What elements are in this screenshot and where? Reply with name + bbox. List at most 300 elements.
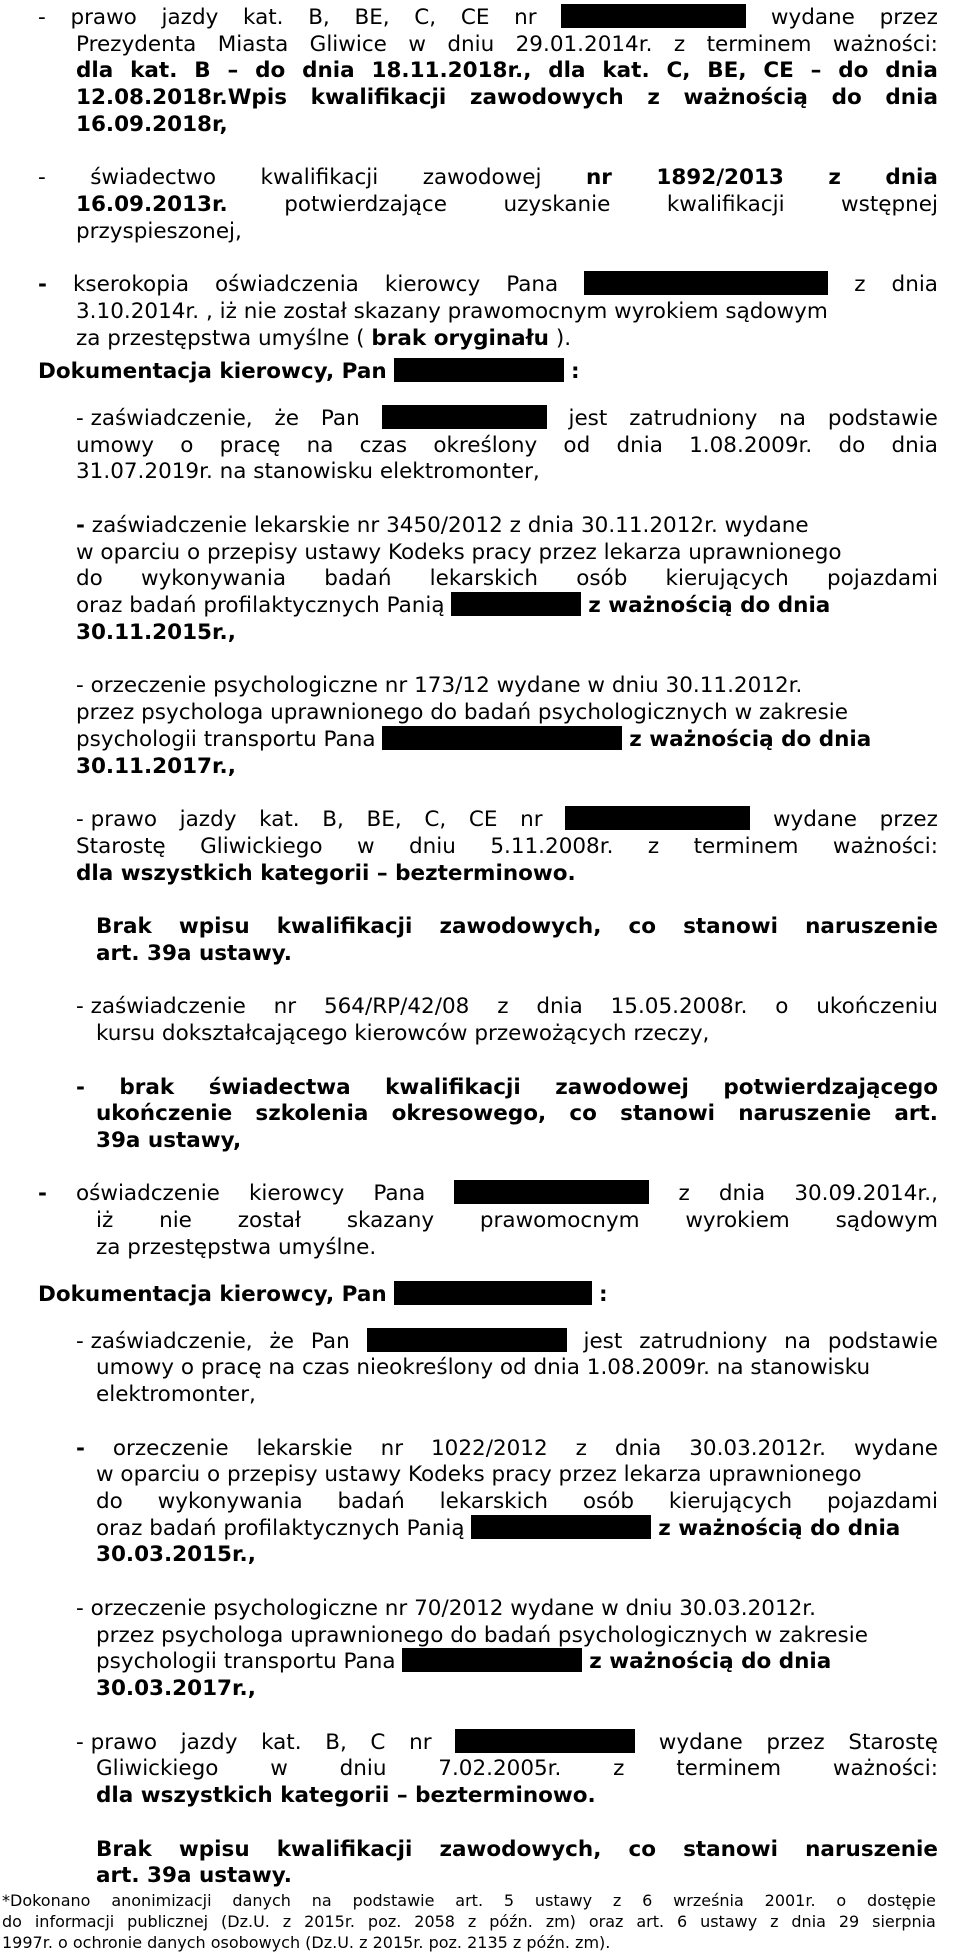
footnote-word: 2015r. [304,1912,356,1931]
footnote-word: o [836,1891,847,1910]
text-run: do [838,432,866,458]
text-run: szkolenia [255,1101,369,1127]
text-run: na [784,1328,811,1354]
text-line [38,1180,938,1208]
text-run: - orzeczenie psychologiczne nr 173/12 wydane w dniu 30.11.2012r. [76,673,803,699]
text-run: 30.03.2017r., [96,1676,256,1702]
text-line [76,57,938,85]
text-run: przez [879,4,938,30]
text-run: dnia [891,432,938,458]
text-run: - prawo [76,1729,157,1755]
text-run: naruszenie [805,914,938,940]
text-run: 39a ustawy, [96,1127,242,1153]
text-run: - zaświadczenie, [76,1328,253,1354]
text-run: B [194,58,211,84]
footnote-word: dostępie [867,1891,936,1910]
footnote-word: dnia [791,1912,826,1931]
text-run: lekarskie [256,1435,353,1461]
text-run: 564/RP/42/08 [323,994,470,1020]
footnote-word: art. [455,1891,484,1910]
footnote-line [2,1890,936,1911]
text-run: ukończeniu [816,994,938,1020]
text-run: dnia [616,432,663,458]
text-run: że [274,406,300,431]
text-run: dnia [885,165,938,191]
text-run: 30.09.2014r., [794,1181,938,1207]
text-run: w [408,31,426,57]
text-run: dniu [409,833,456,859]
text-run: podstawie [827,406,938,431]
footnote-word: ustawy [534,1891,593,1910]
text-run: do [76,566,103,592]
text-run: Gliwickiego [96,1756,219,1782]
text-run: Pan [310,1328,350,1354]
text-line [38,358,580,386]
text-run: dnia [885,58,938,84]
text-run: nr [380,1435,404,1461]
text-run: jazdy [161,4,219,30]
text-run: prawo [70,4,137,30]
text-run: z ważnością do dnia [658,1515,901,1541]
text-run: 16.09.2013r. [76,192,228,218]
text-run: Starostę [76,833,166,859]
text-run: : [598,1281,608,1307]
text-line [96,1675,256,1703]
text-run: B, [322,807,344,833]
text-run: zawodowych [469,85,624,111]
text-run: zawodowej [555,1074,689,1100]
text-line [38,164,938,192]
text-run: umowy o pracę na czas nieokreślony od dnia 1.08.2009r. na stanowisku [96,1355,871,1381]
text-line [96,1862,292,1890]
text-run: prawomocnym [479,1208,640,1234]
text-run: że [269,1328,295,1354]
footnote-word: publicznej [127,1912,209,1931]
text-line [76,1435,938,1463]
text-run: CE [468,807,498,833]
footnote-word: informacji [34,1912,115,1931]
footnote-word: z [770,1912,779,1931]
footnote-word: ustawy [700,1912,758,1931]
footnote-word: 2058 [414,1912,455,1931]
redaction-bar [367,1328,567,1352]
text-run: - prawo [76,807,157,833]
text-run: potwierdzającego [723,1074,938,1100]
text-line [76,806,938,834]
text-run: na [779,406,806,431]
text-run: jazdy [179,807,237,833]
text-run: kierujących [665,566,789,592]
text-run: C [370,1729,386,1755]
text-run: nie [159,1208,192,1234]
text-run: z [497,994,509,1020]
text-line [38,1281,608,1309]
text-run: naruszenie [738,1101,872,1127]
text-run: kat. [602,58,650,84]
text-line [76,1595,816,1623]
text-line [76,672,802,700]
text-run: CE [460,4,490,30]
text-run: 7.02.2005r. [438,1756,562,1782]
footnote-word: z [467,1912,477,1931]
text-run: naruszenie [805,1836,938,1862]
footnote-word: z [282,1912,292,1931]
text-run: stanowi [683,1836,778,1862]
text-run: wydane [658,1729,743,1755]
text-run: kursu dokształcającego kierowców przewożących rzeczy, [96,1021,710,1047]
redaction-bar [451,592,581,616]
text-run: 30.03.2015r., [96,1542,256,1568]
text-run: w oparciu o przepisy ustawy Kodeks pracy przez lekarza uprawnionego [76,539,842,565]
redaction-bar [471,1515,651,1539]
text-run: kat. [243,4,284,30]
text-run: dnia [718,1181,766,1207]
text-line [76,619,236,647]
text-run: podstawie [827,1328,938,1354]
text-run: : [570,359,580,385]
footnote-word: 2001r. [764,1891,816,1910]
footnote-word: sierpnia [872,1912,936,1931]
footnote-word: 6 [642,1891,653,1910]
text-run: w [356,833,375,859]
text-run: 30.11.2015r., [76,619,236,645]
text-line [96,1234,376,1262]
text-run: - [38,272,47,298]
text-line [76,111,228,139]
text-line [96,1354,870,1382]
text-run: dnia [891,272,938,298]
text-run: CE [763,58,794,84]
text-run: nr [273,994,297,1020]
text-line [76,565,938,593]
text-run: Dokumentacja kierowcy, Pan [38,359,395,385]
text-run: umowy [76,432,155,458]
text-run: Dokumentacja kierowcy, Pan [38,1281,395,1307]
text-run: brak oryginału [371,325,549,351]
text-run: z [678,1181,690,1207]
text-run: lekarskich [439,1488,549,1514]
text-run: ukończenie [96,1101,233,1127]
text-run: wykonywania [140,566,287,592]
text-run: psychologii transportu Pana [76,726,376,752]
redaction-bar [394,358,564,382]
redaction-bar [454,1180,649,1204]
text-line [96,1127,241,1155]
text-run: C, [666,58,691,84]
text-run: - [38,4,46,30]
text-run: - zaświadczenie [76,994,246,1020]
text-run: wykonywania [157,1488,303,1514]
text-run: zawodowych, [439,914,602,940]
footnote-word: (Dz.U. [221,1912,270,1931]
text-run: stanowi [620,1101,716,1127]
footnote-word: anonimizacji [111,1891,212,1910]
footnote-word: *Dokonano [2,1891,91,1910]
text-run: uzyskanie [503,192,611,218]
text-run: kwalifikacji [310,85,447,111]
text-run: świadectwo [90,165,217,191]
text-run: z [613,1756,625,1782]
text-run: co [628,914,656,940]
text-run: - [38,1181,47,1207]
text-run: - [76,1435,85,1461]
text-run: w [270,1756,288,1782]
text-line [96,1488,938,1516]
redaction-bar [382,726,622,750]
text-run: skazany [346,1208,435,1234]
text-run: 12.08.2018r.Wpis [76,85,287,111]
text-run: dnia [614,1435,662,1461]
text-run: pojazdami [827,1488,938,1514]
text-line [76,298,828,326]
text-run: - [76,512,85,538]
text-line [96,1461,862,1489]
text-run: oraz badań profilaktycznych Panią [76,593,445,619]
text-run: 1.08.2009r. [689,432,813,458]
text-line [76,860,576,888]
text-run: kwalifikacji [260,165,379,191]
footnote-word: z [612,1891,622,1910]
text-line [76,432,938,460]
text-run: kierujących [668,1488,793,1514]
text-run: zatrudniony [629,406,758,431]
footnote-word: 29 [838,1912,860,1931]
text-run: ważności: [832,31,938,57]
text-run: kat. [130,58,178,84]
text-run: oraz badań profilaktycznych Panią [96,1515,465,1541]
text-run: kwalifikacji [276,1836,413,1862]
footnote-word: września [673,1891,744,1910]
text-run: wydane [770,4,855,30]
redaction-bar [455,1729,635,1753]
text-run: zawodowej [422,165,542,191]
text-run: na [306,432,334,458]
text-run: z [673,31,686,57]
footnote-word: oraz [588,1912,624,1931]
footnote-word: art. [636,1912,665,1931]
footnote-word: zm) [545,1912,576,1931]
text-run: z [647,85,660,111]
text-run: dla [76,58,114,84]
text-run: z [647,833,660,859]
text-run: badań [324,566,392,592]
text-run: 30.11.2017r., [76,753,236,779]
redaction-bar [382,405,547,429]
text-run: w oparciu o przepisy ustawy Kodeks pracy przez lekarza uprawnionego [96,1462,862,1488]
text-run: 15.05.2008r. [610,994,748,1020]
text-run: okresowego, [391,1101,547,1127]
footnote-line [2,1911,936,1932]
text-run: o [180,432,194,458]
text-run: 31.07.2019r. na stanowisku elektromonter, [76,459,540,485]
text-run: Pan [320,406,360,431]
text-line [96,913,938,941]
footnote-word: danych [232,1891,291,1910]
text-run: nr [409,1729,432,1755]
text-run: - [76,1074,85,1100]
text-run: został [237,1208,302,1234]
text-run: 29.01.2014r. [515,31,653,57]
text-run: B, [325,1729,347,1755]
text-line [76,833,938,861]
text-line [76,31,938,59]
text-run: Miasta [217,31,289,57]
text-run: - [38,165,46,191]
text-run: oświadczenia [215,272,359,298]
text-line [96,1541,256,1569]
text-line [76,1074,938,1102]
footnote-line [2,1932,610,1953]
text-run: 18.11.2018r., [371,58,532,84]
text-run: Pana [373,1181,426,1207]
text-run: wydane [853,1435,938,1461]
redaction-bar [584,271,828,295]
text-run: kat. [259,807,300,833]
text-run: Gliwickiego [200,833,323,859]
text-run: do [255,58,286,84]
text-run: BE, [354,4,390,30]
text-run: wpisu [178,914,250,940]
footnote-word: podstawie [352,1891,435,1910]
text-run: art. [894,1101,938,1127]
text-run: do [838,58,869,84]
text-run: dniu [339,1756,387,1782]
footnote-word: poz. [367,1912,402,1931]
text-run: przez psychologa uprawnionego do badań psychologicznych w zakresie [76,700,848,726]
text-run: co [628,1836,656,1862]
text-run: elektromonter, [96,1382,256,1408]
text-line [96,1622,868,1650]
text-line [76,699,848,727]
text-run: z ważnością do dnia [588,593,831,619]
text-run: dla wszystkich kategorii – bezterminowo. [76,860,576,886]
footnote-word: do [2,1912,22,1931]
text-run: Starostę [848,1729,938,1755]
text-run: pojazdami [826,566,938,592]
text-line [38,4,938,32]
text-run: ważności: [832,1756,938,1782]
text-run: zatrudniony [639,1328,768,1354]
text-run: o [775,994,789,1020]
text-line [96,940,292,968]
text-run: przez psychologa uprawnionego do badań psychologicznych w zakresie [96,1622,868,1648]
text-run: iż [96,1208,114,1234]
text-run: ). [555,325,572,351]
text-run: dla wszystkich kategorii – bezterminowo. [96,1783,596,1809]
text-run: oświadczenie [76,1181,220,1207]
text-run: kwalifikacji [666,192,785,218]
text-run: kserokopia [72,272,189,298]
text-line [76,458,540,486]
text-run: Prezydenta [76,31,197,57]
text-run: kierowcy [384,272,481,298]
text-run: 1022/2012 [430,1435,548,1461]
text-run: z ważnością do dnia [589,1649,832,1675]
text-run: dla [548,58,586,84]
text-run: terminem [693,833,799,859]
text-run: – [227,58,239,84]
text-line [76,512,809,540]
text-run: co [569,1101,597,1127]
text-run: z [854,272,866,298]
text-run: brak [119,1074,175,1100]
text-run: 30.03.2012r. [689,1435,827,1461]
text-line [76,726,871,754]
text-run: 5.11.2008r. [490,833,614,859]
text-run: - zaświadczenie, [76,406,253,431]
text-run: czas [359,432,408,458]
text-run: B, [308,4,330,30]
text-run: art. 39a ustawy. [96,1863,292,1889]
text-line [96,1100,938,1128]
text-run: z ważnością do dnia [629,726,872,752]
text-run: zawodowych, [439,1836,602,1862]
text-line [96,1020,709,1048]
text-line [96,1782,596,1810]
text-run: ważnością [683,85,808,111]
text-line [76,753,236,781]
text-run: z [828,165,841,191]
text-run: 3.10.2014r. [76,299,200,325]
text-line [76,405,938,433]
text-run: dnia [536,994,583,1020]
text-run: dnia [885,85,938,111]
text-run: przez [879,807,938,833]
text-run: jest [583,1328,623,1354]
text-run: C, [424,807,447,833]
text-run: jazdy [180,1729,238,1755]
text-run: za przestępstwa umyślne. [96,1234,377,1260]
text-run: osób [582,1488,635,1514]
text-run: kwalifikacji [276,914,413,940]
redaction-bar [402,1648,582,1672]
text-run: Brak [96,1836,152,1862]
text-run: określony [433,432,538,458]
text-run: potwierdzające [284,192,447,218]
text-run: przez [766,1729,825,1755]
text-line [96,1515,900,1543]
text-run: 1892/2013 [656,165,784,191]
text-run: do [96,1488,123,1514]
text-line [96,1648,831,1676]
text-run: art. 39a ustawy. [96,940,292,966]
text-run: Brak [96,914,152,940]
text-run: dniu [447,31,495,57]
text-run: nr [520,807,543,833]
footnote-word: 5 [503,1891,515,1910]
text-run: dnia [302,58,355,84]
text-run: kierowcy [248,1181,345,1207]
text-run: przyspieszonej, [76,218,242,244]
text-run: do [831,85,862,111]
text-run: stanowi [683,914,778,940]
text-run: 16.09.2018r, [76,111,228,137]
text-run: – [810,58,822,84]
text-run: lekarskich [429,566,539,592]
text-line [76,1729,938,1757]
redaction-bar [394,1281,592,1305]
text-run: Pana [506,272,559,298]
text-run: osób [576,566,628,592]
text-run: pracę [219,432,281,458]
text-line [76,191,938,219]
text-run: sądowym [835,1208,938,1234]
footnote-word: późn. [489,1912,533,1931]
footnote-word: na [311,1891,332,1910]
text-line [76,84,938,112]
text-run: jest [568,406,608,431]
text-run: - orzeczenie psychologiczne nr 70/2012 wydane w dniu 30.03.2012r. [76,1595,817,1621]
